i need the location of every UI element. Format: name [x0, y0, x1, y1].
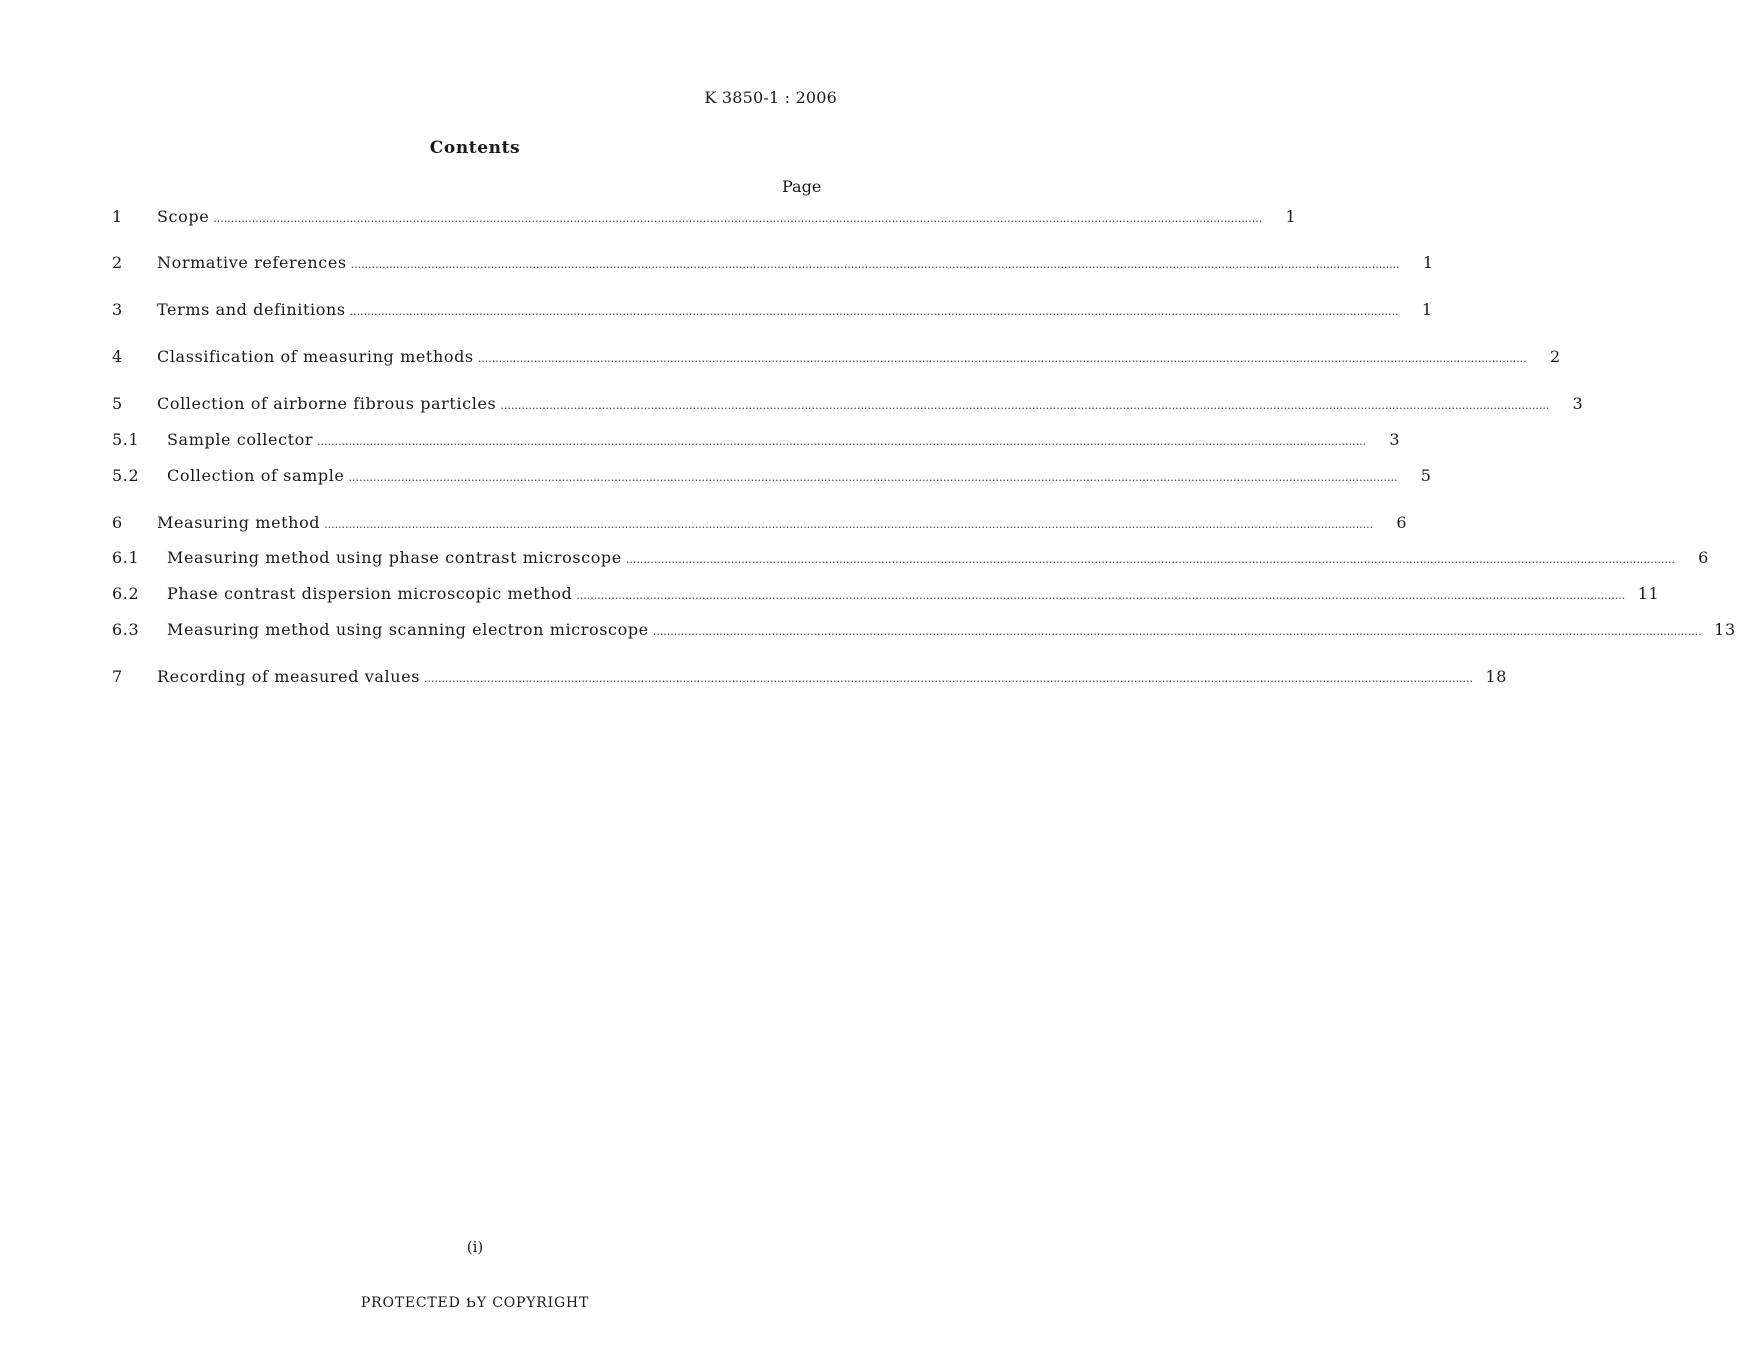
toc-label: Measuring method using scanning electron microscope — [167, 620, 649, 639]
toc-label: Classification of measuring methods — [157, 347, 474, 366]
toc-entry[interactable] — [112, 667, 1507, 691]
toc-leader: ............................................................................................................................................................................................................................................................................................................ — [213, 212, 1263, 225]
toc-entry[interactable] — [112, 430, 1401, 454]
toc-leader: ............................................................................................................................................................................................................................................................................................................ — [625, 553, 1675, 566]
toc-leader: ............................................................................................................................................................................................................................................................................................................ — [576, 589, 1626, 602]
toc-label: Phase contrast dispersion microscopic method — [167, 584, 573, 603]
toc-entry[interactable] — [112, 300, 1433, 324]
toc-number: 6 — [112, 513, 123, 532]
toc-number: 2 — [112, 253, 123, 272]
toc-entry[interactable] — [112, 584, 1660, 608]
toc-number: 5.1 — [112, 430, 140, 449]
toc-label: Normative references — [157, 253, 347, 272]
toc-label: Collection of airborne fibrous particles — [157, 394, 497, 413]
toc-number: 1 — [112, 207, 123, 226]
toc-page: 2 — [1549, 347, 1561, 366]
toc-entry[interactable] — [112, 207, 1297, 231]
toc-leader: ............................................................................................................................................................................................................................................................................................................ — [324, 518, 1374, 531]
toc-label: Measuring method using phase contrast microscope — [167, 548, 622, 567]
toc-page: 3 — [1572, 394, 1584, 413]
toc-leader: ............................................................................................................................................................................................................................................................................................................ — [477, 352, 1527, 365]
toc-label: Collection of sample — [167, 466, 345, 485]
toc-leader: ............................................................................................................................................................................................................................................................................................................ — [500, 399, 1550, 412]
toc-page: 6 — [1698, 548, 1709, 567]
toc-page: 6 — [1396, 513, 1408, 532]
toc-page: 1 — [1421, 300, 1433, 319]
toc-page: 18 — [1485, 667, 1507, 686]
toc-page: 3 — [1389, 430, 1401, 449]
toc-leader: ............................................................................................................................................................................................................................................................................................................ — [652, 625, 1702, 638]
toc-page: 13 — [1714, 620, 1736, 639]
toc-entry[interactable] — [112, 620, 1736, 644]
toc-entry[interactable] — [112, 466, 1432, 490]
toc-page: 5 — [1420, 466, 1432, 485]
toc-page: 11 — [1637, 584, 1660, 603]
toc-entry[interactable] — [112, 513, 1408, 537]
toc-label: Scope — [157, 207, 210, 226]
toc-leader: ............................................................................................................................................................................................................................................................................................................ — [424, 672, 1473, 685]
toc-number: 3 — [112, 300, 123, 319]
document-id: K 3850-1 : 2006 — [704, 88, 837, 107]
toc-entry[interactable] — [112, 394, 1584, 418]
toc-number: 6.1 — [112, 548, 140, 567]
toc-entry[interactable] — [112, 548, 1709, 572]
toc-number: 5 — [112, 394, 123, 413]
page-number: (i) — [466, 1238, 484, 1256]
toc-label: Terms and definitions — [157, 300, 346, 319]
toc-number: 5.2 — [112, 466, 140, 485]
toc-label: Recording of measured values — [157, 667, 421, 686]
toc-label: Measuring method — [157, 513, 321, 532]
toc-page: 1 — [1285, 207, 1297, 226]
toc-page: 1 — [1422, 253, 1434, 272]
toc-number: 7 — [112, 667, 123, 686]
toc-entry[interactable] — [112, 253, 1434, 277]
toc-leader: ............................................................................................................................................................................................................................................................................................................ — [350, 258, 1400, 271]
toc-entry[interactable] — [112, 347, 1561, 371]
toc-label: Sample collector — [167, 430, 314, 449]
toc-number: 6.2 — [112, 584, 140, 603]
page-title: Contents — [429, 138, 521, 158]
toc-leader: ............................................................................................................................................................................................................................................................................................................ — [317, 435, 1367, 448]
page-column-label: Page — [782, 177, 822, 196]
toc-leader: ............................................................................................................................................................................................................................................................................................................ — [348, 471, 1398, 484]
toc-number: 4 — [112, 347, 123, 366]
copyright-notice: PROTECTED ƄY COPYRIGHT — [360, 1295, 590, 1311]
toc-leader: ............................................................................................................................................................................................................................................................................................................ — [349, 305, 1399, 318]
toc-number: 6.3 — [112, 620, 140, 639]
